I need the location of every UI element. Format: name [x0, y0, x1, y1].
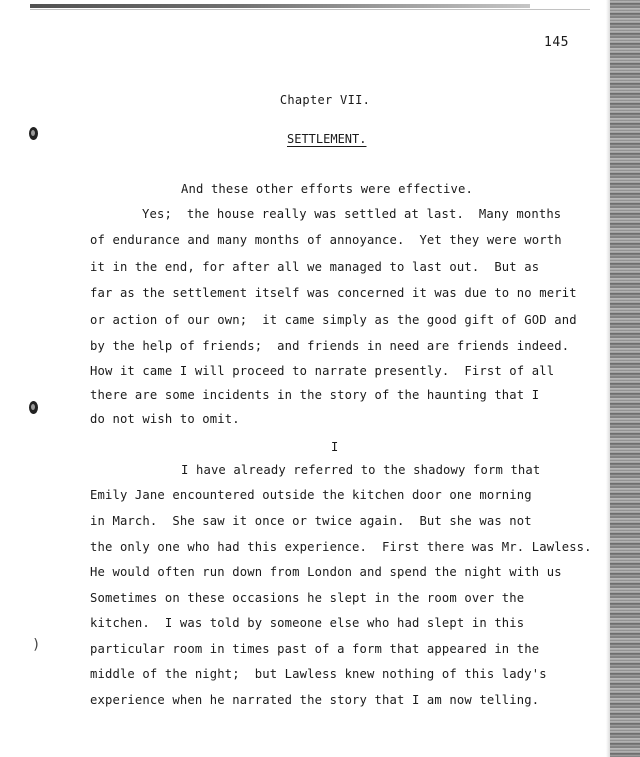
- text-line: How it came I will proceed to narrate presently. First of all: [90, 364, 555, 378]
- text-line: there are some incidents in the story of the haunting that I: [90, 388, 540, 402]
- binder-hole-partial-icon: ): [32, 637, 41, 653]
- section-numeral: I: [331, 440, 339, 454]
- text-line: of endurance and many months of annoyance. Yet they were worth: [90, 233, 562, 247]
- binder-hole-icon: [29, 401, 38, 414]
- text-line: do not wish to omit.: [90, 412, 240, 426]
- page-number: 145: [544, 35, 569, 50]
- text-line: middle of the night; but Lawless knew nothing of this lady's: [90, 667, 547, 681]
- text-line: by the help of friends; and friends in need are friends indeed.: [90, 339, 570, 353]
- text-line: And these other efforts were effective.: [181, 182, 474, 196]
- text-line: particular room in times past of a form that appeared in the: [90, 642, 540, 656]
- scanned-page-edge: [610, 0, 640, 757]
- text-line: the only one who had this experience. First there was Mr. Lawless.: [90, 540, 592, 554]
- binder-hole-icon: [29, 127, 38, 140]
- text-line: or action of our own; it came simply as the good gift of GOD and: [90, 313, 577, 327]
- text-line: Yes; the house really was settled at last. Many months: [142, 207, 562, 221]
- text-line: I have already referred to the shadowy form that: [181, 463, 541, 477]
- text-line: Emily Jane encountered outside the kitchen door one morning: [90, 488, 532, 502]
- text-line: He would often run down from London and spend the night with us: [90, 565, 562, 579]
- top-border-rule: [30, 4, 530, 8]
- chapter-title: Chapter VII.: [279, 93, 371, 107]
- text-line: it in the end, for after all we managed to last out. But as: [90, 260, 540, 274]
- section-title: SETTLEMENT.: [287, 132, 367, 146]
- text-line: in March. She saw it once or twice again. But she was not: [90, 514, 532, 528]
- top-border-thin-rule: [30, 9, 590, 10]
- text-line: kitchen. I was told by someone else who had slept in this: [90, 616, 525, 630]
- text-line: Sometimes on these occasions he slept in the room over the: [90, 591, 525, 605]
- text-line: experience when he narrated the story that I am now telling.: [90, 693, 540, 707]
- text-line: far as the settlement itself was concerned it was due to no merit: [90, 286, 577, 300]
